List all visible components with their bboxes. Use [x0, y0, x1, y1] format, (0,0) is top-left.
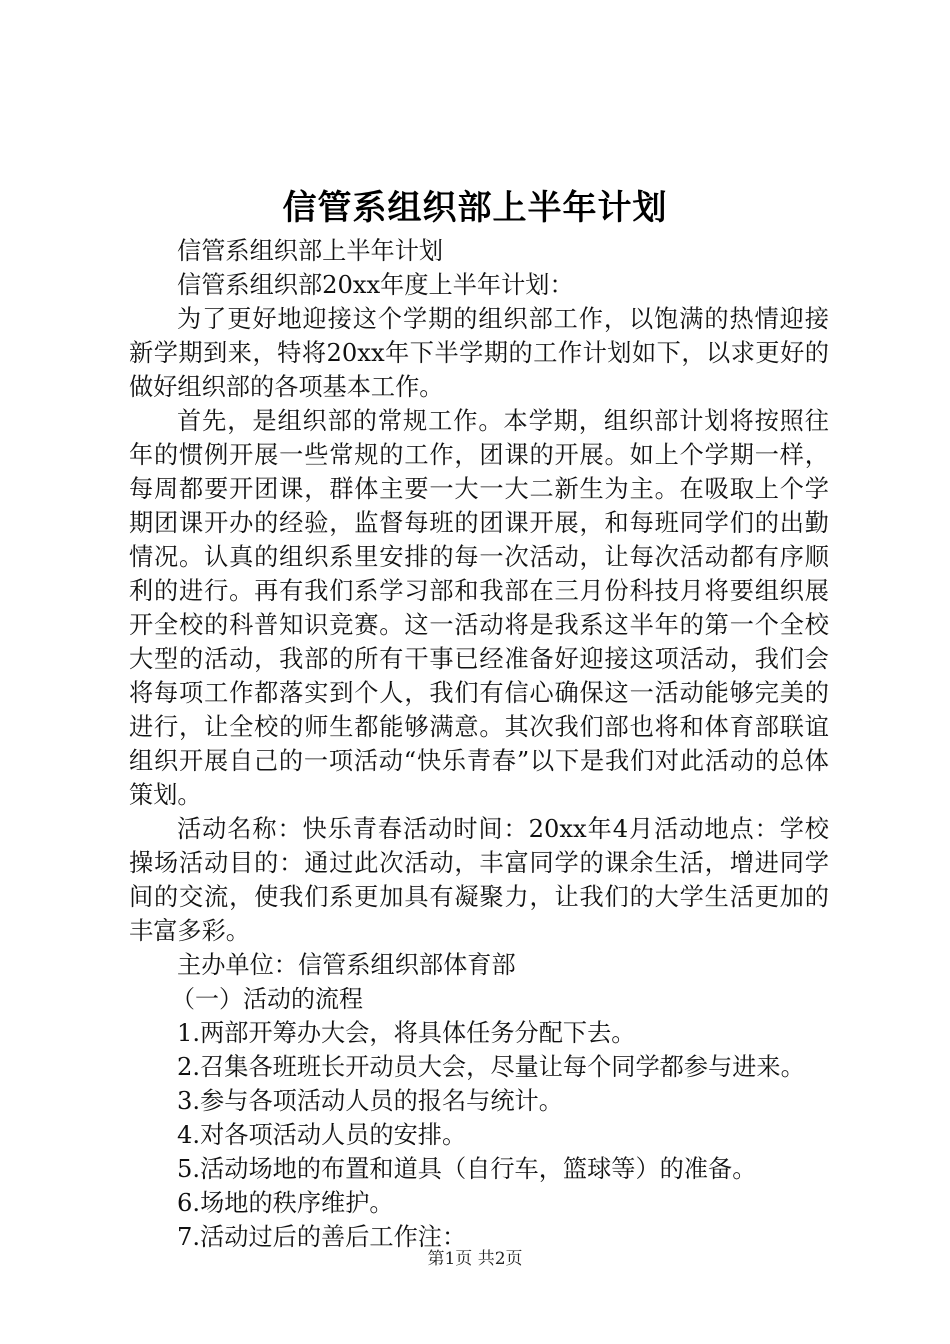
paragraph: 主办单位：信管系组织部体育部 — [177, 951, 516, 979]
document-title: 信管系组织部上半年计划 — [282, 188, 668, 228]
paragraph: 活动名称：快乐青春活动时间：20xx年4月活动地点：学校操场活动目的：通过此次活动，丰富同学的课余生活，增进同学间的交流，使我们系更加具有凝聚力，让我们的大学生活更加的丰富多彩。 — [129, 815, 829, 945]
list-item: 3.参与各项活动人员的报名与统计。 — [177, 1087, 563, 1115]
paragraph: 首先，是组织部的常规工作。本学期，组织部计划将按照往年的惯例开展一些常规的工作，团课的开展。如上个学期一样，每周都要开团课，群体主要一大一大二新生为主。在吸取上个学期团课开办的经验，监督每班的团课开展，和每班同学们的出勤情况。认真的组织系里安排的每一次活动，让每次活动都有序顺利的进行。再有我们系学习部和我部在三月份科技月将要组织展开全校的科普知识竞赛。这一活动将是我系这半年的第一个全校大型的活动，我部的所有干事已经准备好迎接这项活动，我们会将每项工作都落实到个人，我们有信心确保这一活动能够完美的进行，让全校的师生都能够满意。其次我们部也将和体育部联谊组织开展自己的一项活动“快乐青春”以下是我们对此活动的总体策划。 — [129, 407, 829, 809]
paragraph: 为了更好地迎接这个学期的组织部工作，以饱满的热情迎接新学期到来，特将20xx年下半学期的工作计划如下，以求更好的做好组织部的各项基本工作。 — [129, 305, 829, 401]
paragraph: 信管系组织部上半年计划 — [177, 237, 444, 265]
list-item: 7.活动过后的善后工作注： — [177, 1223, 467, 1251]
section-heading: （一）活动的流程 — [171, 985, 363, 1013]
list-item: 4.对各项活动人员的安排。 — [177, 1121, 467, 1149]
list-item: 6.场地的秩序维护。 — [177, 1189, 394, 1217]
list-item: 2.召集各班班长开动员大会，尽量让每个同学都参与进来。 — [177, 1053, 805, 1081]
paragraph: 信管系组织部20xx年度上半年计划： — [177, 271, 574, 299]
document-body — [129, 234, 829, 1254]
page-footer: 第1页 共2页 — [427, 1249, 523, 1269]
list-item: 1.两部开筹办大会，将具体任务分配下去。 — [177, 1019, 636, 1047]
list-item: 5.活动场地的布置和道具（自行车，篮球等）的准备。 — [177, 1155, 757, 1183]
